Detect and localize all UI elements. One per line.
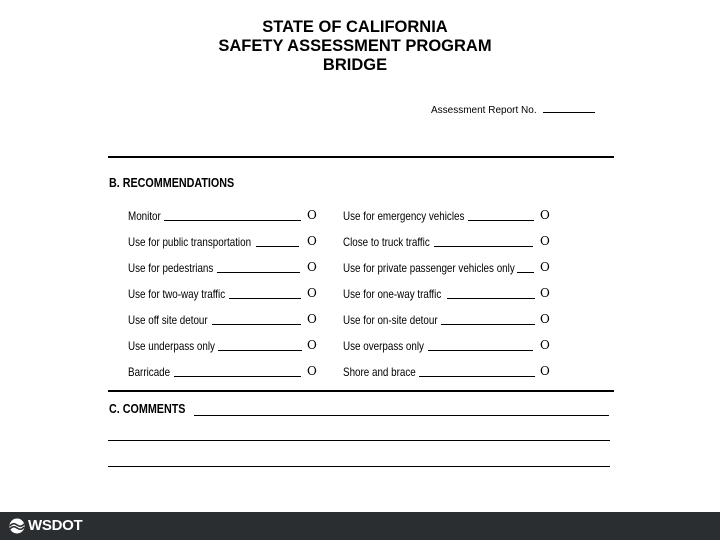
comments-line-3[interactable] [108, 466, 610, 467]
wsdot-logo-text: WSDOT [28, 517, 83, 534]
recommendation-right-line [468, 220, 534, 221]
recommendation-right-label: Use for emergency vehicles [343, 209, 465, 223]
recommendation-right-option[interactable]: O [540, 286, 550, 300]
recommendation-left-label: Use for two-way traffic [128, 287, 226, 301]
recommendation-right-option[interactable]: O [540, 312, 550, 326]
footer-bar [0, 512, 720, 540]
recommendation-right-label: Use overpass only [343, 339, 424, 353]
recommendation-right-option[interactable]: O [540, 364, 550, 378]
recommendations-heading: B. RECOMMENDATIONS [109, 176, 235, 190]
recommendation-right-line [434, 246, 533, 247]
comments-line-2[interactable] [108, 440, 610, 441]
recommendation-left-line [229, 298, 301, 299]
recommendation-right-line [447, 298, 535, 299]
mid-divider [108, 390, 614, 392]
report-number-field [431, 103, 595, 116]
recommendation-left-line [256, 246, 299, 247]
report-number-label: Assessment Report No. [431, 105, 537, 116]
recommendation-right-line [441, 324, 535, 325]
recommendation-left-label: Use underpass only [128, 339, 215, 353]
recommendation-right-option[interactable]: O [540, 208, 550, 222]
recommendation-right-option[interactable]: O [540, 338, 550, 352]
recommendation-left-label: Use off site detour [128, 313, 208, 327]
recommendation-right-line [428, 350, 533, 351]
recommendation-right-label: Use for private passenger vehicles only [343, 261, 515, 275]
recommendation-left-label: Use for pedestrians [128, 261, 214, 275]
recommendation-left-line [212, 324, 301, 325]
recommendation-right-line [419, 376, 535, 377]
comments-line-1[interactable] [194, 415, 609, 416]
recommendation-right-label: Use for on-site detour [343, 313, 438, 327]
recommendation-left-label: Use for public transportation [128, 235, 252, 249]
recommendation-left-option[interactable]: O [307, 260, 317, 274]
recommendation-left-line [174, 376, 301, 377]
recommendation-left-option[interactable]: O [307, 234, 317, 248]
recommendation-left-label: Monitor [128, 209, 161, 223]
recommendation-left-option[interactable]: O [307, 208, 317, 222]
recommendation-left-option[interactable]: O [307, 312, 317, 326]
form-title [0, 18, 710, 75]
recommendation-left-line [164, 220, 301, 221]
recommendation-right-option[interactable]: O [540, 260, 550, 274]
wsdot-logo [8, 517, 82, 534]
recommendation-left-line [218, 350, 302, 351]
recommendation-right-label: Close to truck traffic [343, 235, 430, 249]
wsdot-wave-icon [8, 518, 26, 534]
recommendation-left-option[interactable]: O [307, 364, 317, 378]
top-divider [108, 156, 614, 158]
recommendation-right-line [517, 272, 534, 273]
recommendation-left-option[interactable]: O [307, 338, 317, 352]
recommendation-right-option[interactable]: O [540, 234, 550, 248]
report-number-blank[interactable] [543, 103, 595, 113]
recommendation-left-option[interactable]: O [307, 286, 317, 300]
comments-heading: C. COMMENTS [109, 402, 186, 416]
recommendation-right-label: Shore and brace [343, 365, 416, 379]
title-line-program: SAFETY ASSESSMENT PROGRAM [218, 37, 492, 55]
recommendation-right-label: Use for one-way traffic [343, 287, 442, 301]
recommendation-left-label: Barricade [128, 365, 171, 379]
title-line-bridge: BRIDGE [322, 56, 388, 74]
recommendation-left-line [217, 272, 300, 273]
title-line-state: STATE OF CALIFORNIA [262, 18, 448, 36]
